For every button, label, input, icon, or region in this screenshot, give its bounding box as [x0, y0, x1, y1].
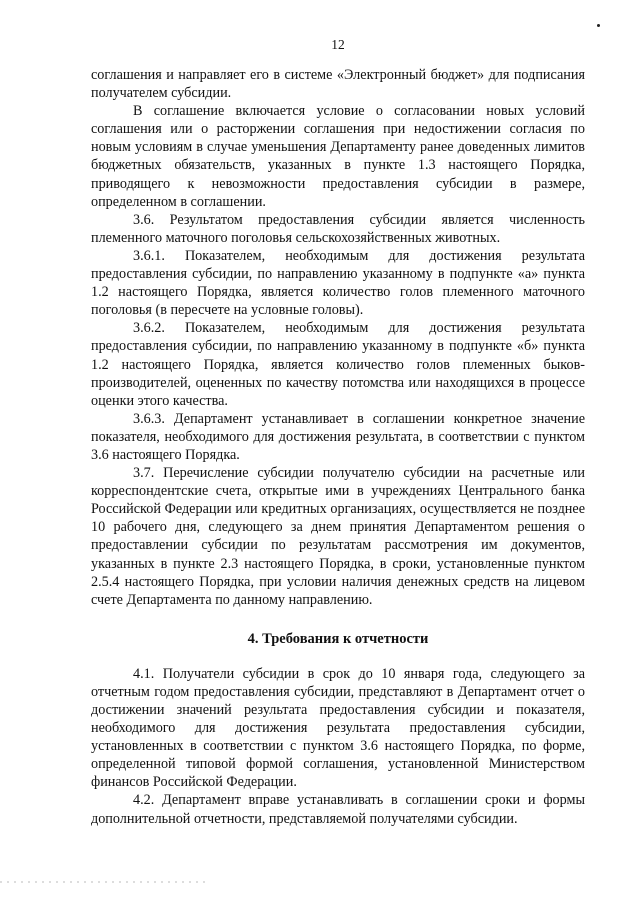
paragraph-3-7: 3.7. Перечисление субсидии получателю субсидии на расчетные или корреспондентские счета, открытые ими в учреждениях Центрального банка Российской Федерации или кредитных организациях, осуществляется не позднее 10 рабочего дня, следующего за днем принятия Департаментом решения о предоставлении субсидии по результатам рассмотрения им документов, указанных в пункте 2.3 настоящего Порядка, в сроки, установленные пунктом 2.5.4 настоящего Порядка, при условии наличия денежных средств на лицевом счете Департамента по данному направлению.: [91, 465, 585, 608]
scan-mark: [597, 24, 600, 27]
paragraph-3-6: 3.6. Результатом предоставления субсидии является численность племенного маточного поголовья сельскохозяйственных животных.: [91, 211, 585, 246]
paragraph-3-6-1: 3.6.1. Показателем, необходимым для достижения результата предоставления субсидии, по направлению указанному в подпункте «а» пункта 1.2 настоящего Порядка, является количество голов племенного маточного поголовья (в пересчете на условные головы).: [91, 247, 585, 319]
document-page: [91, 36, 585, 828]
paragraph-3-6-2: 3.6.2. Показателем, необходимым для достижения результата предоставления субсидии, по направлению указанному в подпункте «б» пункта 1.2 настоящего Порядка, является количество голов племенных быков-производителей, оцененных по качеству потомства или находящихся в процессе оценки этого качества.: [91, 320, 585, 409]
section-heading: 4. Требования к отчетности: [247, 630, 429, 647]
paragraph-4-1: 4.1. Получатели субсидии в срок до 10 января года, следующего за отчетным годом предоставления субсидии, представляют в Департамент отчет о достижении значений результата предоставления субсидии и показателя, необходимого для достижения результата предоставления субсидии, установленных в соответствии с пунктом 3.6 настоящего Порядка, по форме, определенной типовой формой соглашения, установленной Министерством финансов Российской Федерации.: [91, 665, 585, 791]
paragraph-continuation: соглашения и направляет его в системе «Электронный бюджет» для подписания получателем субсидии.: [91, 67, 585, 102]
paragraph-3-6-3: 3.6.3. Департамент устанавливает в соглашении конкретное значение показателя, необходимого для достижения результата, в соответствии с пунктом 3.6 настоящего Порядка.: [91, 410, 585, 463]
scan-artifact: [0, 881, 210, 883]
paragraph-4-2: 4.2. Департамент вправе устанавливать в соглашении сроки и формы дополнительной отчетности, представляемой получателями субсидии.: [91, 792, 585, 827]
paragraph-agreement-conditions: В соглашение включается условие о согласовании новых условий соглашения или о расторжении соглашения при недостижении согласия по новым условиям в случае уменьшения Департаменту ранее доведенных лимитов бюджетных обязательств, указанных в пункте 1.3 настоящего Порядка, приводящего к невозможности предоставления субсидии в размере, определенном в соглашении.: [91, 103, 585, 210]
page-number: 12: [331, 37, 345, 52]
